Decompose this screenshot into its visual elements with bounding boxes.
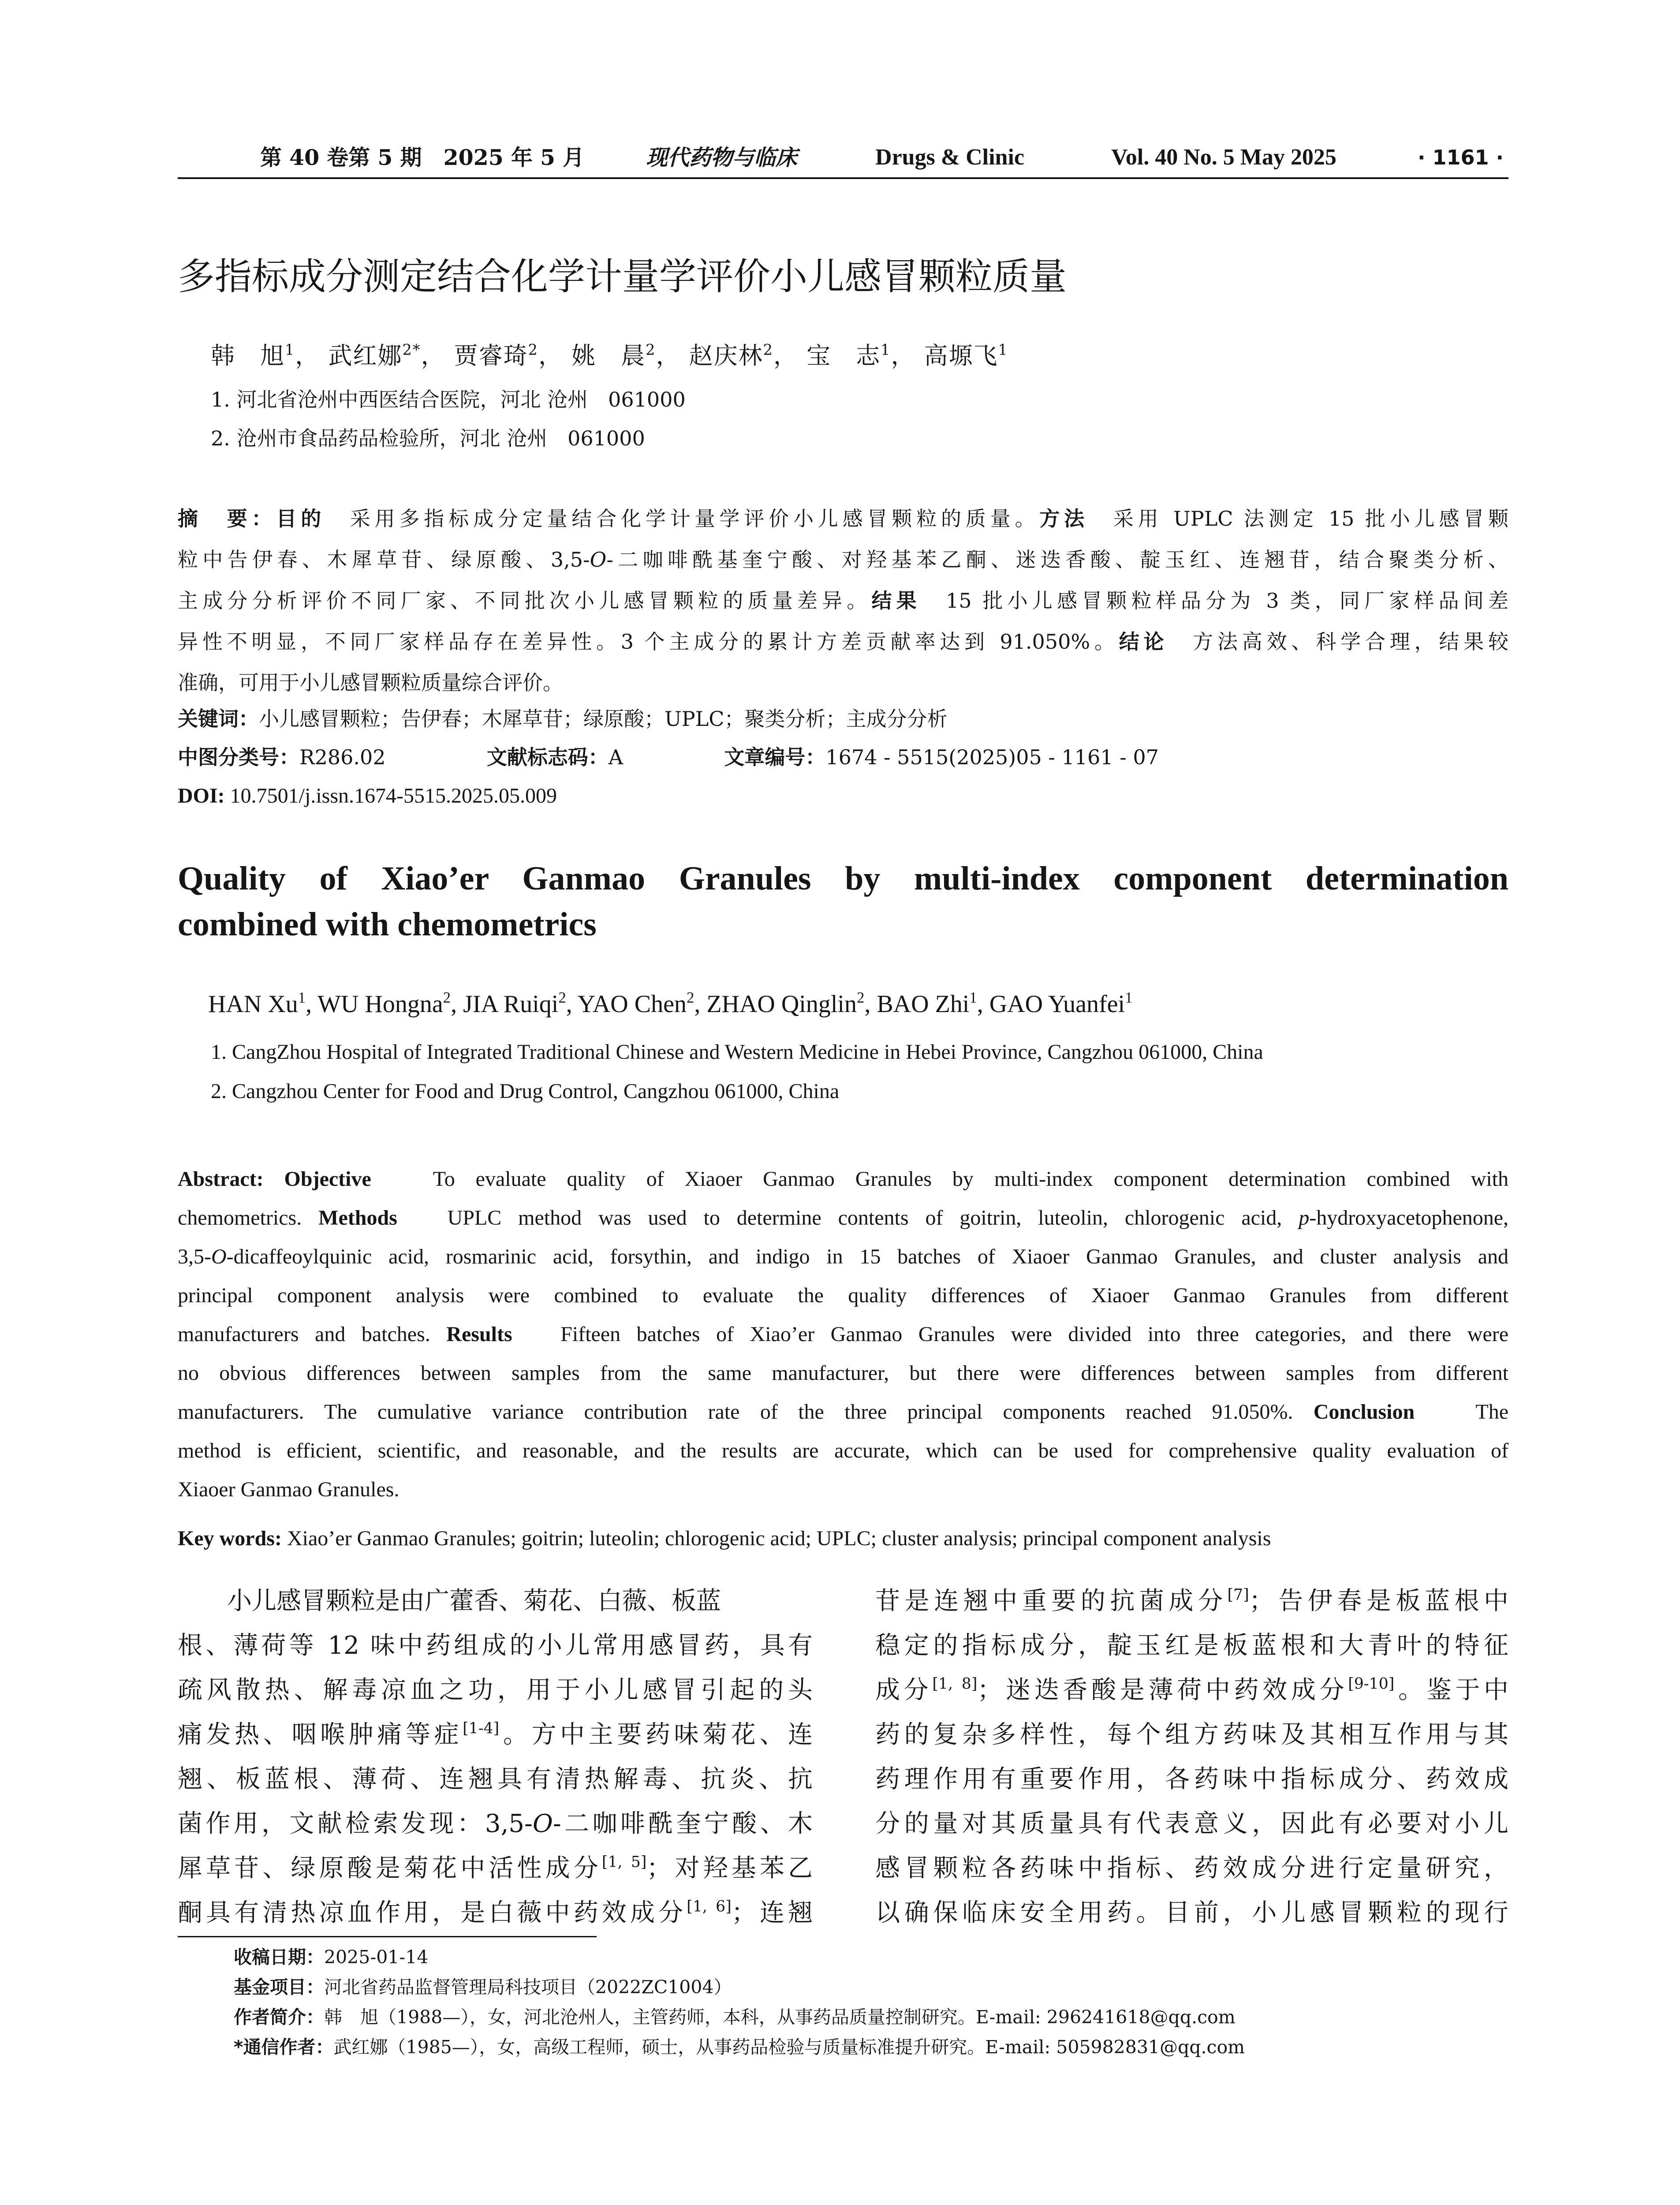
footnote-rule xyxy=(178,1936,597,1937)
body-line: 以确保临床安全用药。目前，小儿感冒颗粒的现行 xyxy=(875,1899,1508,1927)
keywords-zh xyxy=(178,701,947,736)
abstract-en-line: method is efficient, scientific, and reasonable, and the results are accurate, which can be used for comprehensive quality evaluation of xyxy=(178,1439,1508,1462)
document-code: A xyxy=(608,745,623,769)
body-line: 稳定的指标成分，靛玉红是板蓝根和大青叶的特征 xyxy=(875,1631,1508,1660)
authors-en: HAN Xu$^1$, WU Hongna$^2$, JIA Ruiqi$^2$, YAO Chen$^2$, ZHAO Qinglin$^2$, BAO Zhi$^1$, GAO Yuanfei$^1$ xyxy=(208,989,1133,1018)
abstract-en-label: Abstract: xyxy=(178,1167,264,1191)
author-zh: 赵庆林$^2$ xyxy=(689,341,773,370)
affiliation-en-1: 1. CangZhou Hospital of Integrated Traditional Chinese and Western Medicine in Hebei Province, Cangzhou 061000, China xyxy=(211,1040,1263,1064)
header-issue-en: Vol. 40 No. 5 May 2025 xyxy=(1111,145,1337,170)
header-rule xyxy=(178,177,1508,179)
abstract-en-line: no obvious differences between samples from the same manufacturer, but there were differences between samples from different xyxy=(178,1361,1508,1385)
abstract-en-line: chemometrics. Methods UPLC method was used to determine contents of goitrin, luteolin, chlorogenic acid, p-hydroxyacetophenone, xyxy=(178,1206,1508,1230)
body-column-right xyxy=(875,1579,1508,1935)
abstract-en-line: manufacturers and batches. Results Fifteen batches of Xiao’er Ganmao Granules were divided into three categories, and there were xyxy=(178,1323,1508,1346)
abstract-zh-line: 粒中告伊春、木犀草苷、绿原酸、3,5-O-二咖啡酰基奎宁酸、对羟基苯乙酮、迷迭香酸、靛玉红、连翘苷，结合聚类分析、 xyxy=(178,548,1508,572)
abstract-en-line: Xiaoer Ganmao Granules. xyxy=(178,1478,399,1501)
title-zh: 多指标成分测定结合化学计量学评价小儿感冒颗粒质量 xyxy=(178,255,1067,298)
author-en: BAO Zhi$^1$ xyxy=(877,989,977,1018)
abstract-zh-line: 异性不明显，不同厂家样品存在差异性。3 个主成分的累计方差贡献率达到 91.050%。结论 方法高效、科学合理，结果较 xyxy=(178,630,1508,654)
body-line: 菌作用，文献检索发现：3,5-O-二咖啡酰奎宁酸、木 xyxy=(178,1809,813,1838)
abstract-zh-label: 摘 要： xyxy=(178,507,276,531)
abstract-zh xyxy=(178,498,1508,703)
author-en: GAO Yuanfei$^1$ xyxy=(989,989,1133,1018)
keywords-zh-text: 小儿感冒颗粒；告伊春；木犀草苷；绿原酸；UPLC；聚类分析；主成分分析 xyxy=(259,707,948,731)
doi: DOI: 10.7501/j.issn.1674-5515.2025.05.009 xyxy=(178,784,557,807)
author-zh: 武红娜$^{2*}$ xyxy=(328,341,421,370)
body-line: 犀草苷、绿原酸是菊花中活性成分[1, 5]；对羟基苯乙 xyxy=(178,1853,813,1883)
article-number: 1674 - 5515(2025)05 - 1161 - 07 xyxy=(825,745,1159,769)
body-line: 小儿感冒颗粒是由广藿香、菊花、白薇、板蓝 xyxy=(227,1587,721,1615)
keywords-zh-label: 关键词： xyxy=(178,707,259,731)
author-en: ZHAO Qinglin$^2$ xyxy=(706,989,865,1018)
footnote-received: 收稿日期：2025-01-14 xyxy=(234,1947,429,1968)
abstract-zh-line: 摘 要：目的 采用多指标成分定量结合化学计量学评价小儿感冒颗粒的质量。方法 采用 UPLC 法测定 15 批小儿感冒颗 xyxy=(178,507,1508,531)
body-line: 酮具有清热凉血作用，是白薇中药效成分[1, 6]；连翘 xyxy=(178,1898,813,1927)
body-line: 痛发热、咽喉肿痛等症[1-4]。方中主要药味菊花、连 xyxy=(178,1719,813,1749)
abstract-en xyxy=(178,1160,1508,1509)
body-line: 苷是连翘中重要的抗菌成分[7]；告伊春是板蓝根中 xyxy=(875,1586,1508,1615)
author-en: JIA Ruiqi$^2$ xyxy=(463,989,566,1018)
author-en: HAN Xu$^1$ xyxy=(208,989,306,1018)
footnote-author-bio: 作者简介：韩 旭（1988—），女，河北沧州人，主管药师，本科，从事药品质量控制研究。E-mail: 296241618@qq.com xyxy=(234,2007,1236,2028)
classification-line: 中图分类号：R286.02 文献标志码：A 文章编号：1674 - 5515(2025)05 - 1161 - 07 xyxy=(178,745,1159,769)
body-line: 感冒颗粒各药味中指标、药效成分进行定量研究， xyxy=(875,1854,1508,1883)
body-line: 翘、板蓝根、薄荷、连翘具有清热解毒、抗炎、抗 xyxy=(178,1765,813,1794)
clc-number: R286.02 xyxy=(299,745,386,769)
author-zh: 宝 志$^1$ xyxy=(806,341,891,370)
abstract-en-line: Abstract: Objective To evaluate quality of Xiaoer Ganmao Granules by multi-index component determination combined with xyxy=(178,1167,1508,1191)
authors-zh: 韩 旭$^1$， 武红娜$^{2*}$， 贾睿琦$^2$， 姚 晨$^2$， 赵庆林$^2$， 宝 志$^1$， 高塬飞$^1$ xyxy=(211,341,1008,370)
author-zh: 韩 旭$^1$ xyxy=(211,341,295,370)
abstract-zh-line: 准确，可用于小儿感冒颗粒质量综合评价。 xyxy=(178,671,563,695)
author-zh: 高塬飞$^1$ xyxy=(924,341,1008,370)
header-issue-zh: 第 40 卷第 5 期 2025 年 5 月 xyxy=(260,145,585,170)
body-line: 药理作用有重要作用，各药味中指标成分、药效成 xyxy=(875,1765,1508,1794)
keywords-en-text: Xiao’er Ganmao Granules; goitrin; luteolin; chlorogenic acid; UPLC; cluster analysis; principal component analysis xyxy=(287,1527,1271,1550)
affiliation-zh-1: 1. 河北省沧州中西医结合医院，河北 沧州 061000 xyxy=(211,388,686,411)
author-en: YAO Chen$^2$ xyxy=(577,989,694,1018)
header-journal-en: Drugs & Clinic xyxy=(875,145,1024,170)
footnote-corresponding-author: *通信作者：武红娜（1985—），女，高级工程师，硕士，从事药品检验与质量标准提升研究。E-mail: 505982831@qq.com xyxy=(234,2037,1245,2058)
abstract-en-line: manufacturers. The cumulative variance contribution rate of the three principal components reached 91.050%. Conclusion The xyxy=(178,1400,1508,1424)
body-line: 疏风散热、解毒凉血之功，用于小儿感冒引起的头 xyxy=(178,1676,813,1704)
author-en: WU Hongna$^2$ xyxy=(317,989,451,1018)
title-en: Quality of Xiao’er Ganmao Granules by multi-index component determination combined with chemometrics xyxy=(178,860,1508,943)
body-column-left xyxy=(178,1579,813,1935)
header-journal-zh: 现代药物与临床 xyxy=(646,145,798,170)
abstract-en-line: principal component analysis were combined to evaluate the quality differences of Xiaoer Ganmao Granules from different xyxy=(178,1284,1508,1307)
keywords-en xyxy=(178,1519,1271,1558)
affiliation-en-2: 2. Cangzhou Center for Food and Drug Control, Cangzhou 061000, China xyxy=(211,1080,840,1103)
header-page-number: · 1161 · xyxy=(1418,146,1504,169)
keywords-en-label: Key words: xyxy=(178,1527,282,1550)
doi-value: 10.7501/j.issn.1674-5515.2025.05.009 xyxy=(230,784,557,807)
body-line: 分的量对其质量具有代表意义，因此有必要对小儿 xyxy=(875,1809,1508,1838)
body-line: 药的复杂多样性，每个组方药味及其相互作用与其 xyxy=(875,1720,1508,1749)
body-line: 成分[1, 8]；迷迭香酸是薄荷中药效成分[9-10]。鉴于中 xyxy=(875,1675,1508,1704)
body-line: 根、薄荷等 12 味中药组成的小儿常用感冒药，具有 xyxy=(178,1631,813,1660)
author-zh: 贾睿琦$^2$ xyxy=(454,341,538,370)
affiliation-zh-2: 2. 沧州市食品药品检验所，河北 沧州 061000 xyxy=(211,426,645,450)
abstract-zh-line: 主成分分析评价不同厂家、不同批次小儿感冒颗粒的质量差异。结果 15 批小儿感冒颗粒样品分为 3 类，同厂家样品间差 xyxy=(178,589,1508,613)
abstract-en-line: 3,5-O-dicaffeoylquinic acid, rosmarinic acid, forsythin, and indigo in 15 batches of Xiaoer Ganmao Granules, and cluster analysis and xyxy=(178,1245,1508,1268)
author-zh: 姚 晨$^2$ xyxy=(571,341,656,370)
footnote-funding: 基金项目：河北省药品监督管理局科技项目（2022ZC1004） xyxy=(234,1977,732,1998)
